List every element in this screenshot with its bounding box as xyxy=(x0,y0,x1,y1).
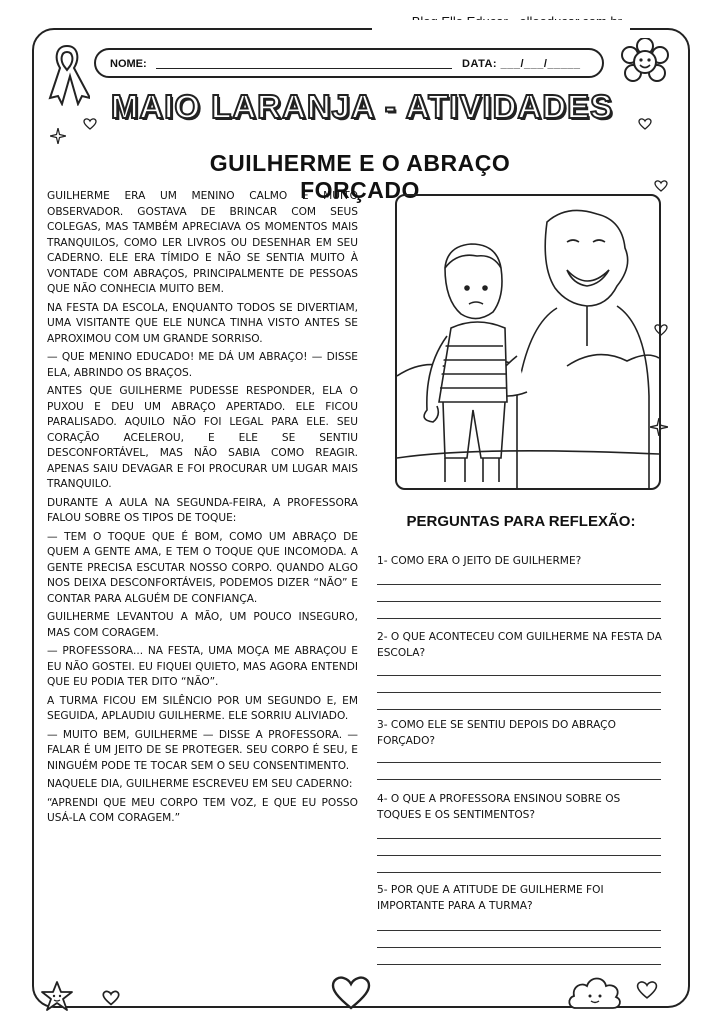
cloud-face-icon xyxy=(566,972,624,1012)
story-paragraph: GUILHERME LEVANTOU A MÃO, UM POUCO INSEGURO, MAS COM CORAGEM. xyxy=(47,611,358,639)
answer-line[interactable] xyxy=(377,779,661,780)
answer-line[interactable] xyxy=(377,930,661,931)
heart-icon xyxy=(330,975,372,1011)
story-paragraph: NA FESTA DA ESCOLA, ENQUANTO TODOS SE DIVERTIAM, UMA VISITANTE QUE ELE NUNCA TINHA VISTO ANTES SE APROXIMOU COM UM GRANDE SORRISO. xyxy=(47,301,358,345)
name-date-box xyxy=(94,48,604,78)
frame-gap-top xyxy=(372,20,630,34)
question-2: 2- O QUE ACONTECEU COM GUILHERME NA FESTA DA ESCOLA? xyxy=(377,631,662,659)
question-1: 1- COMO ERA O JEITO DE GUILHERME? xyxy=(377,555,582,567)
ribbon-icon xyxy=(44,40,90,106)
sparkle-icon xyxy=(50,128,66,144)
question-4: 4- O QUE A PROFESSORA ENSINOU SOBRE OS TOQUES E OS SENTIMENTOS? xyxy=(377,793,621,821)
story-paragraph: — PROFESSORA... NA FESTA, UMA MOÇA ME ABRAÇOU E EU NÃO GOSTEI. EU FIQUEI QUIETO, MAS AGORA ENTENDI QUE EU PODIA TER DITO “NÃO”. xyxy=(47,645,358,688)
answer-line[interactable] xyxy=(377,584,661,585)
story-paragraph: NAQUELE DIA, GUILHERME ESCREVEU EM SEU CADERNO: xyxy=(47,778,353,790)
story-paragraph: — TEM O TOQUE QUE É BOM, COMO UM ABRAÇO DE QUEM A GENTE AMA, E TEM O TOQUE QUE INCOMODA. A GENTE PRECISA ESCUTAR NOSSO CORPO. QUANDO ALGO NOS DEIXA DESCONFORTÁVEIS, PODEMOS DIZER “NÃO” E CONTAR PARA ALGUÉM DE CONFIANÇA. xyxy=(47,530,358,605)
answer-line[interactable] xyxy=(377,964,661,965)
star-face-icon xyxy=(40,980,74,1012)
smiling-flower-icon xyxy=(620,38,670,88)
questions-title: PERGUNTAS PARA REFLEXÃO: xyxy=(406,513,636,530)
heart-icon xyxy=(102,990,120,1006)
question-5: 5- POR QUE A ATITUDE DE GUILHERME FOI IMPORTANTE PARA A TURMA? xyxy=(377,884,604,912)
answer-line[interactable] xyxy=(377,855,661,856)
answer-line[interactable] xyxy=(377,675,661,676)
answer-line[interactable] xyxy=(377,601,661,602)
answer-line[interactable] xyxy=(377,618,661,619)
man-hugging-boy-illustration xyxy=(397,196,659,488)
banner-title: MAIO LARANJA - ATIVIDADES xyxy=(110,88,614,125)
story-paragraph: — QUE MENINO EDUCADO! ME DÁ UM ABRAÇO! — DISSE ELA, ABRINDO OS BRAÇOS. xyxy=(47,351,358,379)
story-text xyxy=(47,189,358,830)
story-paragraph: GUILHERME ERA UM MENINO CALMO E MUITO OBSERVADOR. GOSTAVA DE BRINCAR COM SEUS COLEGAS, MAS TAMBÉM APRECIAVA OS MOMENTOS MAIS TRANQUILOS, COMO LER LIVROS OU DESENHAR EM SEU CADERNO. ELE ERA TÍMIDO E NÃO SE SENTIA MUITO À VONTADE COM ABRAÇOS, PRINCIPALMENTE DE PESSOAS QUE NÃO CONHECIA MUITO BEM. xyxy=(47,190,358,295)
story-paragraph: — MUITO BEM, GUILHERME — DISSE A PROFESSORA. — FALAR É UM JEITO DE SE PROTEGER. SEU CORPO É SEU, E NINGUÉM PODE TE TOCAR SEM O SEU CONSENTIMENTO. xyxy=(47,728,358,772)
answer-line[interactable] xyxy=(377,692,661,693)
heart-icon xyxy=(636,980,658,1000)
story-title: GUILHERME E O ABRAÇO FORÇADO xyxy=(209,150,511,203)
story-paragraph: ANTES QUE GUILHERME PUDESSE RESPONDER, ELA O PUXOU E DEU UM ABRAÇO APERTADO. ELE FICOU PARALISADO. AQUILO NÃO FOI LEGAL PARA ELE. SEU CORAÇÃO ACELEROU, E ELE SE SENTIU DESCONFORTÁVEL, MAS NÃO SABIA COMO REAGIR. APENAS SAIU DEVAGAR E FOI PROCURAR UM LUGAR MAIS TRANQUILO. xyxy=(47,385,358,490)
story-illustration xyxy=(395,194,661,490)
date-field[interactable]: DATA: ___/___/_____ xyxy=(462,58,581,70)
story-paragraph: “APRENDI QUE MEU CORPO TEM VOZ, E QUE EU POSSO USÁ-LA COM CORAGEM.” xyxy=(47,796,358,824)
name-label: NOME: xyxy=(110,58,147,70)
heart-icon xyxy=(654,180,668,192)
heart-icon xyxy=(638,118,652,130)
story-paragraph: A TURMA FICOU EM SILÊNCIO POR UM SEGUNDO E, EM SEGUIDA, APLAUDIU GUILHERME. ELE SORRIU ALIVIADO. xyxy=(47,694,358,722)
name-field[interactable] xyxy=(156,68,452,69)
answer-line[interactable] xyxy=(377,709,661,710)
question-3: 3- COMO ELE SE SENTIU DEPOIS DO ABRAÇO FORÇADO? xyxy=(377,719,616,747)
answer-line[interactable] xyxy=(377,947,661,948)
answer-line[interactable] xyxy=(377,762,661,763)
story-paragraph: DURANTE A AULA NA SEGUNDA-FEIRA, A PROFESSORA FALOU SOBRE OS TIPOS DE TOQUE: xyxy=(47,496,358,524)
answer-line[interactable] xyxy=(377,838,661,839)
answer-line[interactable] xyxy=(377,872,661,873)
